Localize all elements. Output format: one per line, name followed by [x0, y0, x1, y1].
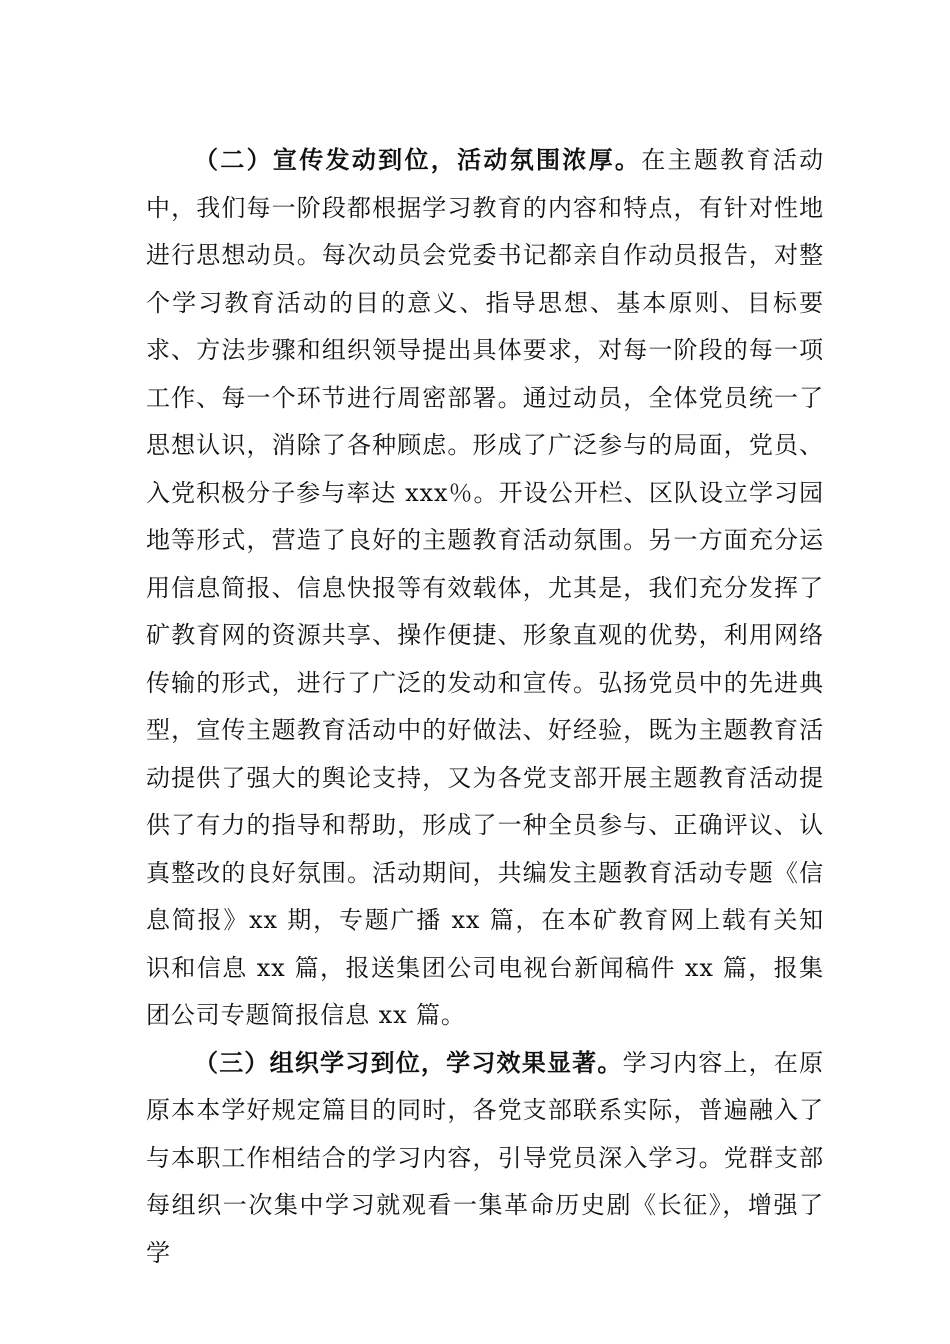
paragraph-text: 在主题教育活动中，我们每一阶段都根据学习教育的内容和特点，有针对性地进行思想动员。每次动员会党委书记都亲自作动员报告，对整个学习教育活动的目的意义、指导思想、基本原则、目标要求、方法步骤和组织领导提出具体要求，对每一阶段的每一项工作、每一个环节进行周密部署。通过动员，全体党员统一了思想认识，消除了各种顾虑。形成了广泛参与的局面，党员、入党积极分子参与率达 xxx％。开设公开栏、区队设立学习园地等形式，营造了良好的主题教育活动氛围。另一方面充分运用信息简报、信息快报等有效载体，尤其是，我们充分发挥了矿教育网的资源共享、操作便捷、形象直观的优势，利用网络传输的形式，进行了广泛的发动和宣传。弘扬党员中的先进典型，宣传主题教育活动中的好做法、好经验，既为主题教育活动提供了强大的舆论支持，又为各党支部开展主题教育活动提供了有力的指导和帮助，形成了一种全员参与、正确评议、认真整改的良好氛围。活动期间，共编发主题教育活动专题《信息简报》xx 期，专题广播 xx 篇，在本矿教育网上载有关知识和信息 xx 篇，报送集团公司电视台新闻稿件 xx 篇，报集团公司专题简报信息 xx 篇。: [146, 146, 824, 1029]
document-body: [146, 137, 824, 1277]
paragraph-study: [146, 1040, 824, 1278]
paragraph-heading: （二）宣传发动到位，活动氛围浓厚。: [194, 146, 642, 174]
paragraph-heading: （三）组织学习到位，学习效果显著。: [194, 1048, 623, 1077]
paragraph-text: 学习内容上，在原原本本学好规定篇目的同时，各党支部联系实际，普遍融入了与本职工作相结合的学习内容，引导党员深入学习。党群支部每组织一次集中学习就观看一集革命历史剧《长征》，增强了学: [146, 1048, 824, 1267]
paragraph-propaganda: [146, 137, 824, 1040]
